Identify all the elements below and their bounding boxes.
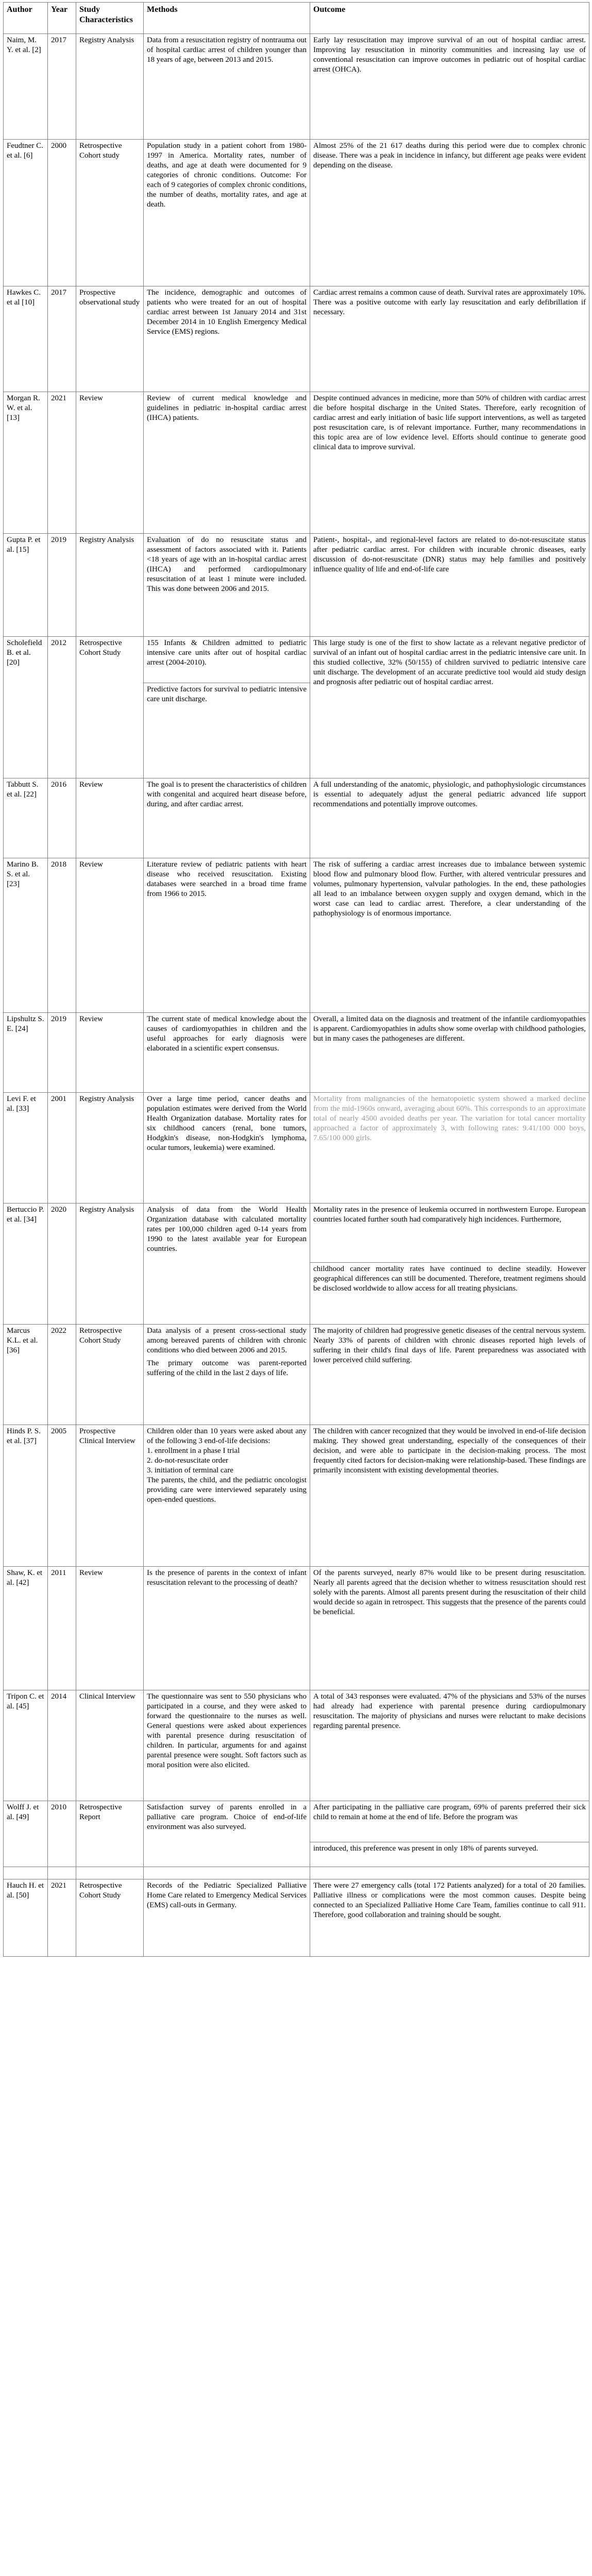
cell-methods: Review of current medical knowledge and guidelines in pediatric in-hospital cardiac arrest (IHCA) patients. <box>144 392 310 534</box>
cell-methods: Satisfaction survey of parents enrolled in a palliative care program. Choice of end-of-life environment was also surveyed. <box>144 1801 310 1867</box>
methods-text-2: The parents, the child, and the pediatric oncologist providing care were interviewed separately using open-ended questions. <box>147 1476 307 1504</box>
cell-study: Registry Analysis <box>76 1093 144 1204</box>
table-row <box>4 1879 589 1957</box>
cell-author: Levi F. et al. [33] <box>4 1093 48 1204</box>
table-row <box>4 34 589 140</box>
cell-outcome: A full understanding of the anatomic, physiologic, and pathophysiologic circumstances is essential to adequately adjust the general pediatric advanced life support recommendations and potentially improve outcomes. <box>310 778 589 858</box>
cell-methods: Data from a resuscitation registry of nontrauma out of hospital cardiac arrest of children younger than 18 years of age, between 2013 and 2015. <box>144 34 310 140</box>
cell-outcome <box>310 1325 589 1425</box>
cell-author: Wolff J. et al. [49] <box>4 1801 48 1867</box>
table-row <box>4 534 589 637</box>
cell-author: Marcus K.L. et al. [36] <box>4 1325 48 1425</box>
cell-outcome: Patient-, hospital-, and regional-level factors are related to do-not-resuscitate status after pediatric cardiac arrest. For children with incurable chronic diseases, early discussion of do-not-resuscitate (DNR) status may help families and positively influence quality of life and end-of-life care <box>310 534 589 637</box>
cell-author: Bertuccio P. et al. [34] <box>4 1204 48 1325</box>
cell-outcome: The risk of suffering a cardiac arrest increases due to imbalance between systemic blood flow and pulmonary blood flow. Further, with altered ventricular pressures and volumes, pulmonary hypertension, valvular pathologies. In the end, these pathologies all lead to an imbalance between oxygen supply and oxygen demand, which in the worst case can lead to cardiac arrest. Therefore, a clear understanding of the pathophysiology is of enormous importance. <box>310 858 589 1013</box>
table-row <box>4 286 589 392</box>
cell-outcome: Despite continued advances in medicine, more than 50% of children with cardiac arrest die before hospital discharge in the United States. Therefore, early recognition of cardiac arrest and early initiation of basic life support interventions, as well as targeted post resuscitation care, is of relevant importance. Further, many recommendations in this topic area are of low evidence level. Efforts should continue to generate good clinical data to improve survival. <box>310 392 589 534</box>
cell-study: Review <box>76 1567 144 1690</box>
cell-author: Scholefield B. et al. [20] <box>4 637 48 778</box>
cell-year: 2021 <box>48 392 76 534</box>
cell-year: 2014 <box>48 1690 76 1801</box>
cell-year: 2017 <box>48 34 76 140</box>
cell-year: 2022 <box>48 1325 76 1425</box>
cell-year: 2012 <box>48 637 76 778</box>
table-row <box>4 1567 589 1690</box>
cell-outcome: After participating in the palliative care program, 69% of parents preferred their sick child to remain at home at the end of life. Before the program was <box>310 1801 589 1842</box>
studies-table <box>3 2 589 1957</box>
cell-methods: The current state of medical knowledge about the causes of cardiomyopathies in children and the useful approaches for early diagnosis were elaborated in a scientific expert consensus. <box>144 1013 310 1093</box>
table-row <box>4 637 589 683</box>
cell-year: 2019 <box>48 1013 76 1093</box>
cell-outcome: Of the parents surveyed, nearly 87% would like to be present during resuscitation. Nearly all parents agreed that the decision whether to witness resuscitation should rest solely with the parents. Almost all parents present during the resuscitation of their child would decide so again in retrospect. This suggests that the presence of the parents could be beneficial. <box>310 1567 589 1690</box>
methods-text: Data analysis of a present cross-sectional study among bereaved parents of children with chronic conditions who died between 2006 and 2015. <box>147 1327 307 1354</box>
cell-study: Prospective observational study <box>76 286 144 392</box>
cell-author: Hauch H. et al. [50] <box>4 1879 48 1957</box>
cell-year: 2019 <box>48 534 76 637</box>
cell-methods-continued: Predictive factors for survival to pediatric intensive care unit discharge. <box>144 683 310 778</box>
header-year: Year <box>48 3 76 34</box>
table-row <box>4 1093 589 1204</box>
cell-author: Marino B. S. et al. [23] <box>4 858 48 1013</box>
cell-methods: 155 Infants & Children admitted to pediatric intensive care units after out of hospital cardiac arrest (2004-2010). <box>144 637 310 683</box>
cell-year: 2016 <box>48 778 76 858</box>
cell-year: 2018 <box>48 858 76 1013</box>
cell-outcome: Mortality from malignancies of the hematopoietic system showed a marked decline from the mid-1960s onward, averaging about 60%. This corresponds to an approximate total of nearly 4500 avoided deaths per year. The variation for total cancer mortality approached a factor of approximately 3, with following rates: 9.41/100 000 boys, 7.65/100 000 girls. <box>310 1093 589 1204</box>
cell-author: Hinds P. S. et al. [37] <box>4 1425 48 1567</box>
outcome-text: The majority of children had progressive genetic diseases of the central nervous system. Nearly 33% of parents of children with chronic diseases reported high levels of suffering in their child's final days of life. Parent preparedness was associated with lower perceived child suffering. <box>313 1327 586 1364</box>
cell-study: Registry Analysis <box>76 534 144 637</box>
cell-author: Morgan R. W. et al.[13] <box>4 392 48 534</box>
cell-methods: The questionnaire was sent to 550 physicians who participated in a course, and they were asked to forward the questionnaire to the nurses as well. General questions were asked about experiences with parental presence during resuscitation of children. In particular, arguments for and against parental presence were sought. Soft factors such as moral position were also elicited. <box>144 1690 310 1801</box>
cell-year: 2000 <box>48 140 76 286</box>
cell-author: Lipshultz S. E. [24] <box>4 1013 48 1093</box>
cell-year: 2005 <box>48 1425 76 1567</box>
cell-study: Registry Analysis <box>76 34 144 140</box>
cell-methods: The goal is to present the characteristics of children with congenital and acquired heart disease before, during, and after cardiac arrest. <box>144 778 310 858</box>
table-row <box>4 778 589 858</box>
cell-author: Hawkes C. et al [10] <box>4 286 48 392</box>
cell-methods: Literature review of pediatric patients with heart disease who received resuscitation. Existing databases were searched in a broad time frame from 1966 to 2015. <box>144 858 310 1013</box>
cell-year: 2011 <box>48 1567 76 1690</box>
table-row <box>4 858 589 1013</box>
cell-outcome-continued: childhood cancer mortality rates have continued to decline steadily. However geographical differences can still be documented. Therefore, treatment regimens should be disclosed worldwide to allow access for all treating physicians. <box>310 1263 589 1325</box>
table-row <box>4 1204 589 1263</box>
methods-text: Children older than 10 years were asked about any of the following 3 end-of-life decisions: <box>147 1427 307 1445</box>
cell-outcome: Early lay resuscitation may improve survival of an out of hospital cardiac arrest. Improving lay resuscitation in minority communities and increasing lay use of conventional resuscitation can improve outcomes in pediatric out of hospital cardiac arrest (OHCA). <box>310 34 589 140</box>
table-row <box>4 1801 589 1842</box>
cell-outcome: Almost 25% of the 21 617 deaths during this period were due to complex chronic disease. There was a peak in incidence in infancy, but different age peaks were evident depending on the disease. <box>310 140 589 286</box>
cell-study: Prospective Clinical Interview <box>76 1425 144 1567</box>
header-methods: Methods <box>144 3 310 34</box>
table-row <box>4 1013 589 1093</box>
cell-author: Gupta P. et al. [15] <box>4 534 48 637</box>
cell-author: Shaw, K. et al. [42] <box>4 1567 48 1690</box>
header-study: Study Characteristics <box>76 3 144 34</box>
cell-author: Tripon C. et al. [45] <box>4 1690 48 1801</box>
methods-list-item: 1. enrollment in a phase I trial <box>147 1447 240 1455</box>
cell-year: 2010 <box>48 1801 76 1867</box>
header-row <box>4 3 589 34</box>
cell-outcome-continued: introduced, this preference was present in only 18% of parents surveyed. <box>310 1842 589 1867</box>
cell-methods: Records of the Pediatric Specialized Palliative Home Care related to Emergency Medical Services (EMS) call-outs in Germany. <box>144 1879 310 1957</box>
cell-year: 2021 <box>48 1879 76 1957</box>
cell-study: Retrospective Cohort Study <box>76 1325 144 1425</box>
table-row-empty <box>4 1867 589 1879</box>
methods-list-item: 2. do-not-resuscitate order <box>147 1456 228 1465</box>
cell-methods <box>144 1325 310 1425</box>
cell-outcome: There were 27 emergency calls (total 172 Patients analyzed) for a total of 20 families. Palliative illness or complications were the most common causes. Despite being connected to an Specialized Palliative Home Care Team, families continue to call 911. Therefore, good collaboration and training should be sought. <box>310 1879 589 1957</box>
cell-study: Retrospective Report <box>76 1801 144 1867</box>
cell-methods: Population study in a patient cohort from 1980-1997 in America. Mortality rates, number of deaths, and age at death were documented for 9 categories of chronic conditions. Outcome: For each of 9 categories of complex chronic conditions, the number of deaths, mortality rates, and age at death. <box>144 140 310 286</box>
cell-year: 2020 <box>48 1204 76 1325</box>
methods-list-item: 3. initiation of terminal care <box>147 1466 233 1475</box>
cell-study: Review <box>76 1013 144 1093</box>
cell-study: Retrospective Cohort Study <box>76 637 144 778</box>
cell-methods <box>144 1425 310 1567</box>
cell-study: Registry Analysis <box>76 1204 144 1325</box>
cell-author: Naim, M. Y. et al. [2] <box>4 34 48 140</box>
cell-outcome: Overall, a limited data on the diagnosis and treatment of the infantile cardiomyopathies is apparent. Cardiomyopathies in adults show some overlap with childhood pathologies, but in many cases the pathogeneses are different. <box>310 1013 589 1093</box>
table-row <box>4 1425 589 1567</box>
cell-study: Review <box>76 392 144 534</box>
cell-methods: Analysis of data from the World Health Organization database with calculated mortality rates per 100,000 children aged 0-14 years from 1990 to the latest available year for European countries. <box>144 1204 310 1325</box>
header-outcome: Outcome <box>310 3 589 34</box>
table-row <box>4 392 589 534</box>
cell-outcome: The children with cancer recognized that they would be involved in end-of-life decision making. They showed great understanding, especially of the consequences of their decision, and were able to participate in the decision-making process. The most frequently cited factors for decision-making were relationship-based. These findings are primarily inconsistent with existing developmental theories. <box>310 1425 589 1567</box>
cell-outcome: This large study is one of the first to show lactate as a relevant negative predictor of survival of an infant out of hospital cardiac arrest in the pediatric intensive care unit. In this studied collective, 32% (50/155) of children survived to pediatric intensive care unit discharge. The development of an accurate predictive tool would aid study design and prognosis after pediatric out of hospital cardiac arrest. <box>310 637 589 778</box>
cell-methods: The incidence, demographic and outcomes of patients who were treated for an out of hospital cardiac arrest between 1st January 2014 and 31st December 2014 in 10 English Emergency Medical Service (EMS) regions. <box>144 286 310 392</box>
table-row <box>4 140 589 286</box>
cell-study: Clinical Interview <box>76 1690 144 1801</box>
cell-study: Review <box>76 858 144 1013</box>
cell-year: 2001 <box>48 1093 76 1204</box>
cell-outcome: A total of 343 responses were evaluated. 47% of the physicians and 53% of the nurses had already had experience with parental presence during cardiopulmonary resuscitation. The majority of physicians and nurses were reluctant to make decisions regarding parental presence. <box>310 1690 589 1801</box>
cell-study: Retrospective Cohort study <box>76 140 144 286</box>
cell-study: Review <box>76 778 144 858</box>
table-row <box>4 1690 589 1801</box>
cell-year: 2017 <box>48 286 76 392</box>
cell-study: Retrospective Cohort Study <box>76 1879 144 1957</box>
cell-outcome: Cardiac arrest remains a common cause of death. Survival rates are approximately 10%. There was a positive outcome with early lay resuscitation and early defibrillation if necessary. <box>310 286 589 392</box>
methods-text-2: The primary outcome was parent-reported suffering of the child in the last 2 days of life. <box>147 1359 307 1377</box>
table-row <box>4 1325 589 1425</box>
cell-author: Feudtner C. et al. [6] <box>4 140 48 286</box>
cell-author: Tabbutt S. et al. [22] <box>4 778 48 858</box>
cell-outcome: Mortality rates in the presence of leukemia occurred in northwestern Europe. European countries located further south had comparatively high incidences. Furthermore, <box>310 1204 589 1263</box>
header-author: Author <box>4 3 48 34</box>
cell-methods: Is the presence of parents in the context of infant resuscitation relevant to the processing of death? <box>144 1567 310 1690</box>
cell-methods: Over a large time period, cancer deaths and population estimates were derived from the World Health Organization database. Mortality rates for six childhood cancers (renal, bone tumors, Hodgkin's disease, non-Hodgkin's lymphoma, ocular tumors, leukemia) were examined. <box>144 1093 310 1204</box>
cell-methods: Evaluation of do no resuscitate status and assessment of factors associated with it. Patients <18 years of age with an in-hospital cardiac arrest (IHCA) and performed cardiopulmonary resuscitation of at least 1 minute were included. This was done between 2006 and 2015. <box>144 534 310 637</box>
